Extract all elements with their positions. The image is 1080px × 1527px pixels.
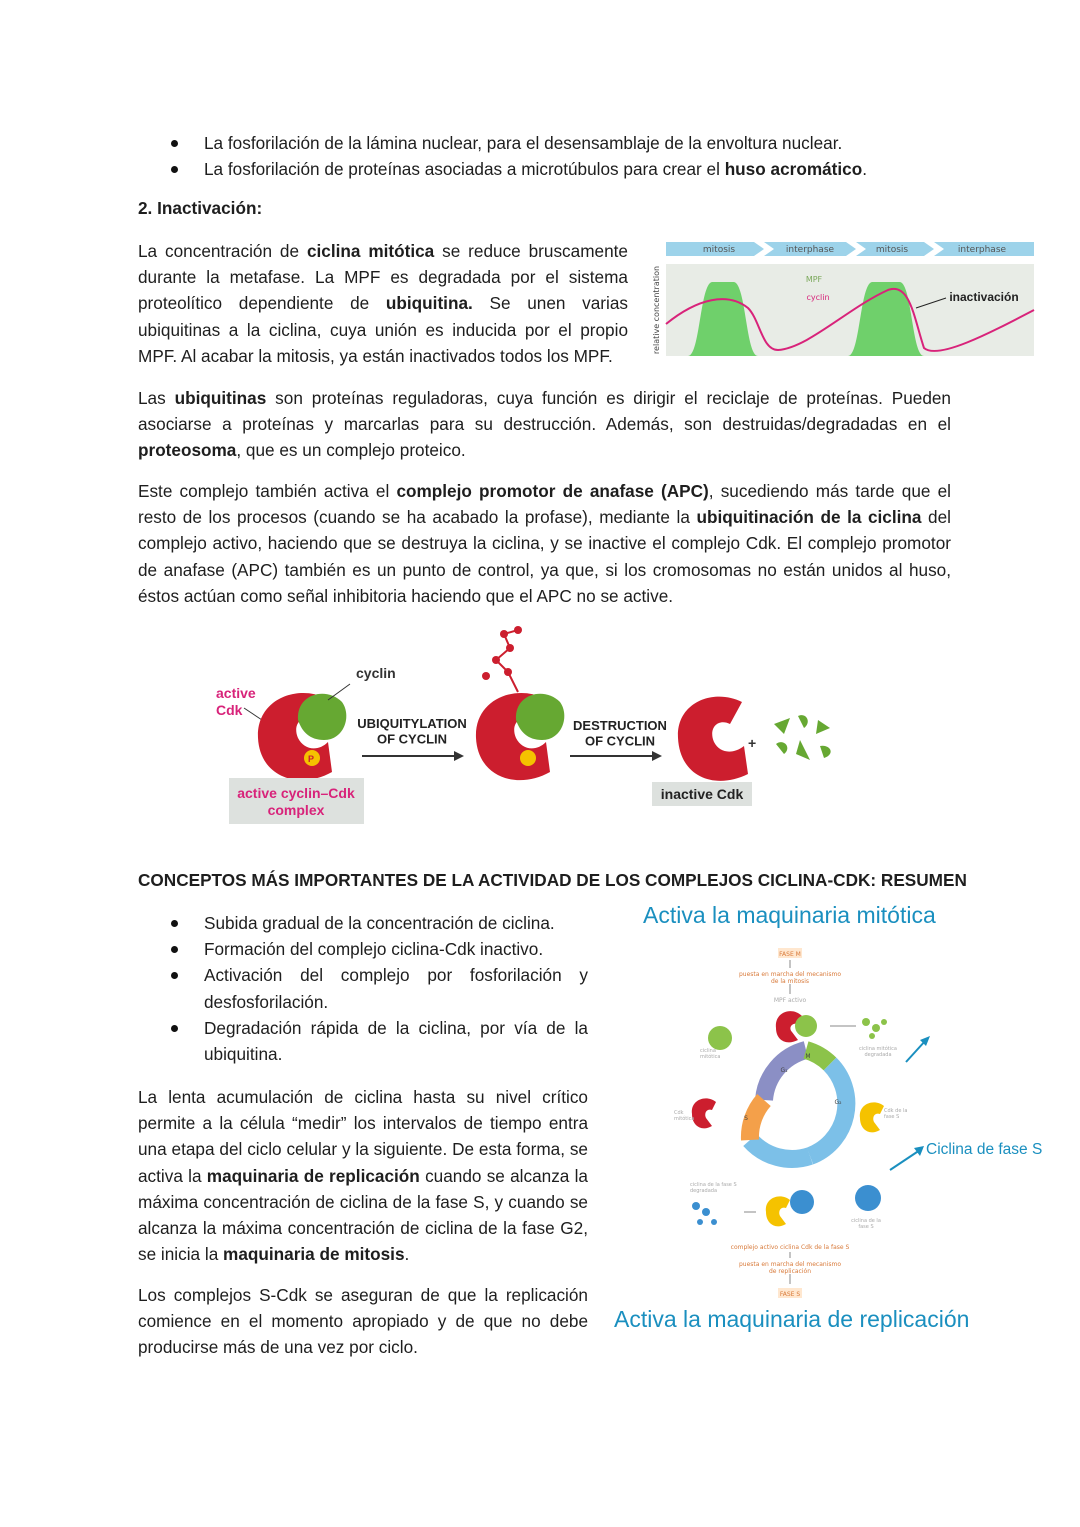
- phase-label: interphase: [785, 245, 835, 255]
- list-item: La fosforilación de la lámina nuclear, para el desensamblaje de la envoltura nuclear.: [138, 130, 938, 156]
- svg-text:P: P: [308, 754, 315, 764]
- phase-label: mitosis: [875, 245, 909, 255]
- title-replication-machinery: Activa la maquinaria de replicación: [614, 1306, 970, 1332]
- cyclin-label: cyclin: [806, 293, 830, 302]
- degraded-cyclin-fragments-icon: [774, 715, 831, 760]
- mitotic-cyclin-icon: [708, 1026, 732, 1050]
- phase-bar: [666, 242, 1034, 256]
- y-axis-label: relative concentration: [652, 265, 661, 355]
- puesta-mitosis-label: puesta en marcha del mecanismo de la mitosis: [738, 971, 842, 986]
- g2-label: G₂: [834, 1099, 842, 1106]
- ciclina-s-degradada-label: ciclina de la fase S degradada: [690, 1182, 737, 1194]
- degraded-mitotic-cyclin-icon: [862, 1018, 887, 1039]
- cycle-ring: [750, 1050, 846, 1159]
- cyclin-mpf-graph: [648, 238, 1038, 360]
- g1-label: G₁: [780, 1067, 788, 1074]
- puesta-replicacion-label: puesta en marcha del mecanismo de replicación: [738, 1261, 842, 1276]
- paragraph-inactivation: La concentración de ciclina mitótica se reduce bruscamente durante la metafase. La MPF es degradada por el sistema proteolítico dependiente de ubiquitina. Se unen varias ubiquitinas a la ciclina, cuya unión es inducida por el propio MPF. Al acabar la mitosis, ya están inactivados todos los MPF.: [138, 241, 628, 366]
- top-bullet-list: [138, 130, 938, 182]
- ubiquitylation-diagram: [200, 620, 860, 830]
- mpf-label: MPF: [805, 275, 823, 284]
- inactivation-annotation: inactivación: [949, 290, 1019, 304]
- fase-s-label: FASE S: [779, 1291, 801, 1298]
- step-ubiquitylation: UBIQUITYLATION OF CYCLIN: [357, 716, 467, 747]
- cdk-fase-s-icon: [860, 1102, 884, 1132]
- s-phase-cyclin-icon: [855, 1185, 881, 1211]
- phase-label: mitosis: [702, 245, 736, 255]
- cell-cycle-diagram: [660, 940, 950, 1302]
- mpf-activo-label: MPF activo: [773, 997, 807, 1004]
- inactive-cdk-icon: [678, 697, 748, 781]
- ciclina-degradada-label: ciclina mitótica degradada: [859, 1046, 897, 1058]
- paragraph-s-cdk: Los complejos S-Cdk se aseguran de que la replicación comience en el momento apropiado y de que no debe producirse más de una vez por ciclo.: [138, 1285, 588, 1358]
- list-item: La fosforilación de proteínas asociadas a microtúbulos para crear el huso acromático.: [138, 156, 938, 182]
- active-cdk-label: active Cdk: [216, 685, 256, 718]
- list-item: Degradación rápida de la ciclina, por vía de la ubiquitina.: [138, 1015, 588, 1067]
- m-label: M: [805, 1053, 811, 1060]
- active-complex-label: active cyclin–Cdk complex: [237, 785, 355, 818]
- complejo-label: complejo activo ciclina Cdk de la fase S: [730, 1244, 850, 1251]
- inactive-cdk-label: inactive Cdk: [660, 786, 744, 802]
- paragraph-accumulation: La lenta acumulación de ciclina hasta su nivel crítico permite a la célula “medir” los intervalos de tiempo entra una etapa del ciclo celular y la siguiente. De esta forma, se activa la maquinaria de replicación cuando se alcanza la máxima concentración de ciclina de la fase S, y cuando se alcanza la máxima concentración de ciclina de la fase G2, se inicia la maquinaria de mitosis.: [138, 1087, 588, 1265]
- step-destruction: DESTRUCTION OF CYCLIN: [573, 718, 667, 749]
- label-s-phase-cyclin: Ciclina de fase S: [926, 1141, 1043, 1158]
- paragraph-ubiquitinas: Las ubiquitinas son proteínas reguladoras, cuya función es dirigir el reciclaje de proteínas. Pueden asociarse a proteínas y marcarlas para su destrucción. Además, son destruidas/degradadas en el proteosoma, que es un complejo proteico.: [138, 388, 951, 461]
- cyclin-cdk-complex-icon: [258, 693, 346, 780]
- s-phase-complex-icon: [766, 1196, 790, 1226]
- cdk-fase-s-label: Cdk de la fase S: [884, 1108, 908, 1120]
- list-item: Subida gradual de la concentración de ciclina.: [138, 910, 588, 936]
- title-mitotic-machinery: Activa la maquinaria mitótica: [643, 902, 936, 928]
- paragraph-apc: Este complejo también activa el complejo promotor de anafase (APC), sucediendo más tarde que el resto de los procesos (cuando se ha acabado la profase), mediante la ubiquitinación de la ciclina del complejo activo, haciendo que se destruya la ciclina, y se inactive el complejo Cdk. El complejo promotor de anafase (APC) también es un punto de control, ya que, si los cromosomas no están unidos al huso, éstos actúan como señal inhibitoria haciendo que el APC no se active.: [138, 481, 951, 606]
- s-label: S: [744, 1115, 748, 1122]
- summary-heading: CONCEPTOS MÁS IMPORTANTES DE LA ACTIVIDAD DE LOS COMPLEJOS CICLINA-CDK: RESUMEN: [138, 870, 967, 890]
- fase-m-label: FASE M: [779, 951, 801, 958]
- section-heading-inactivacion: 2. Inactivación:: [138, 198, 263, 218]
- phase-label: interphase: [957, 245, 1007, 255]
- cdk-mitotica-icon: [692, 1098, 716, 1128]
- degraded-s-cyclin-icon: [692, 1202, 717, 1225]
- cdk-mitotica-label: Cdk mitótica: [674, 1110, 695, 1122]
- cyclin-label: cyclin: [356, 665, 396, 681]
- ciclina-mitotica-label: ciclina mitótica: [700, 1048, 721, 1060]
- ciclina-fase-s-label: ciclina de la fase S: [851, 1218, 881, 1230]
- plus-sign: +: [748, 735, 757, 751]
- ubiquitylated-complex-icon: [476, 626, 564, 780]
- list-item: Formación del complejo ciclina-Cdk inactivo.: [138, 936, 588, 962]
- list-item: Activación del complejo por fosforilación y desfosforilación.: [138, 962, 588, 1014]
- summary-bullet-list: [138, 910, 588, 1067]
